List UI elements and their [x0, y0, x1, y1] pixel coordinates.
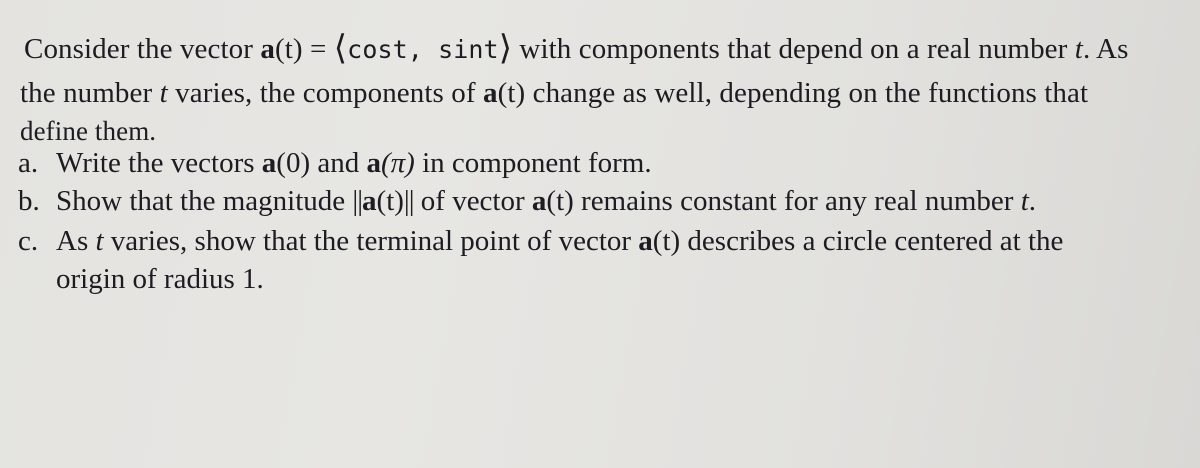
part-c-continuation: origin of radius 1. — [56, 263, 264, 295]
vector-argument: (π) — [380, 147, 415, 179]
equals-sign: = — [302, 33, 334, 65]
part-text: Write the vectors — [56, 147, 262, 179]
intro-line-3: define them. — [20, 116, 157, 146]
intro-text: the number — [20, 77, 160, 109]
intro-text: with components that depend on a real number — [512, 33, 1075, 65]
part-text: Show that the magnitude — [56, 185, 353, 217]
norm-bars: || — [352, 185, 363, 217]
norm-bars: || — [403, 185, 414, 217]
part-text: varies, show that the terminal point of vector — [103, 225, 639, 257]
intro-text: varies, the components of — [167, 77, 483, 109]
variable-t: t — [95, 225, 104, 257]
vector-argument: (t) — [376, 185, 404, 217]
part-label: b. — [18, 185, 40, 217]
part-c — [18, 224, 1063, 258]
vector-argument: (t) — [274, 33, 303, 65]
vector-components: cost, sint — [347, 35, 499, 64]
part-text: in component form. — [414, 147, 652, 179]
part-text: remains constant for any real number — [573, 185, 1021, 217]
part-text: and — [310, 147, 367, 179]
part-b — [18, 184, 1036, 218]
vector-symbol: a — [260, 33, 275, 65]
vector-symbol: a — [482, 77, 498, 109]
variable-t: t — [1020, 185, 1029, 217]
variable-t: t — [1074, 33, 1083, 65]
variable-t: t — [159, 77, 168, 109]
vector-symbol: a — [531, 185, 547, 217]
part-label: a. — [18, 147, 39, 179]
intro-line-1 — [24, 30, 1128, 67]
vector-symbol: a — [261, 147, 277, 179]
part-label: c. — [18, 225, 39, 257]
vector-argument: (0) — [276, 147, 311, 179]
vector-symbol: a — [638, 225, 653, 257]
vector-argument: (t) — [497, 77, 526, 109]
part-text: describes a circle centered at the — [680, 225, 1064, 257]
vector-argument: (t) — [652, 225, 681, 257]
part-text: As — [56, 225, 96, 257]
intro-text: change as well, depending on the functions that — [525, 77, 1089, 109]
vector-symbol: a — [362, 185, 377, 217]
right-angle-bracket: ⟩ — [498, 28, 513, 68]
intro-line-2 — [20, 76, 1088, 110]
vector-symbol: a — [366, 147, 381, 179]
vector-argument: (t) — [546, 185, 574, 217]
left-angle-bracket: ⟨ — [333, 28, 348, 68]
part-a — [18, 146, 652, 180]
intro-text: Consider the vector — [24, 33, 261, 65]
intro-text: . As — [1082, 33, 1129, 65]
part-text: . — [1028, 185, 1037, 217]
part-text: of vector — [413, 185, 532, 217]
